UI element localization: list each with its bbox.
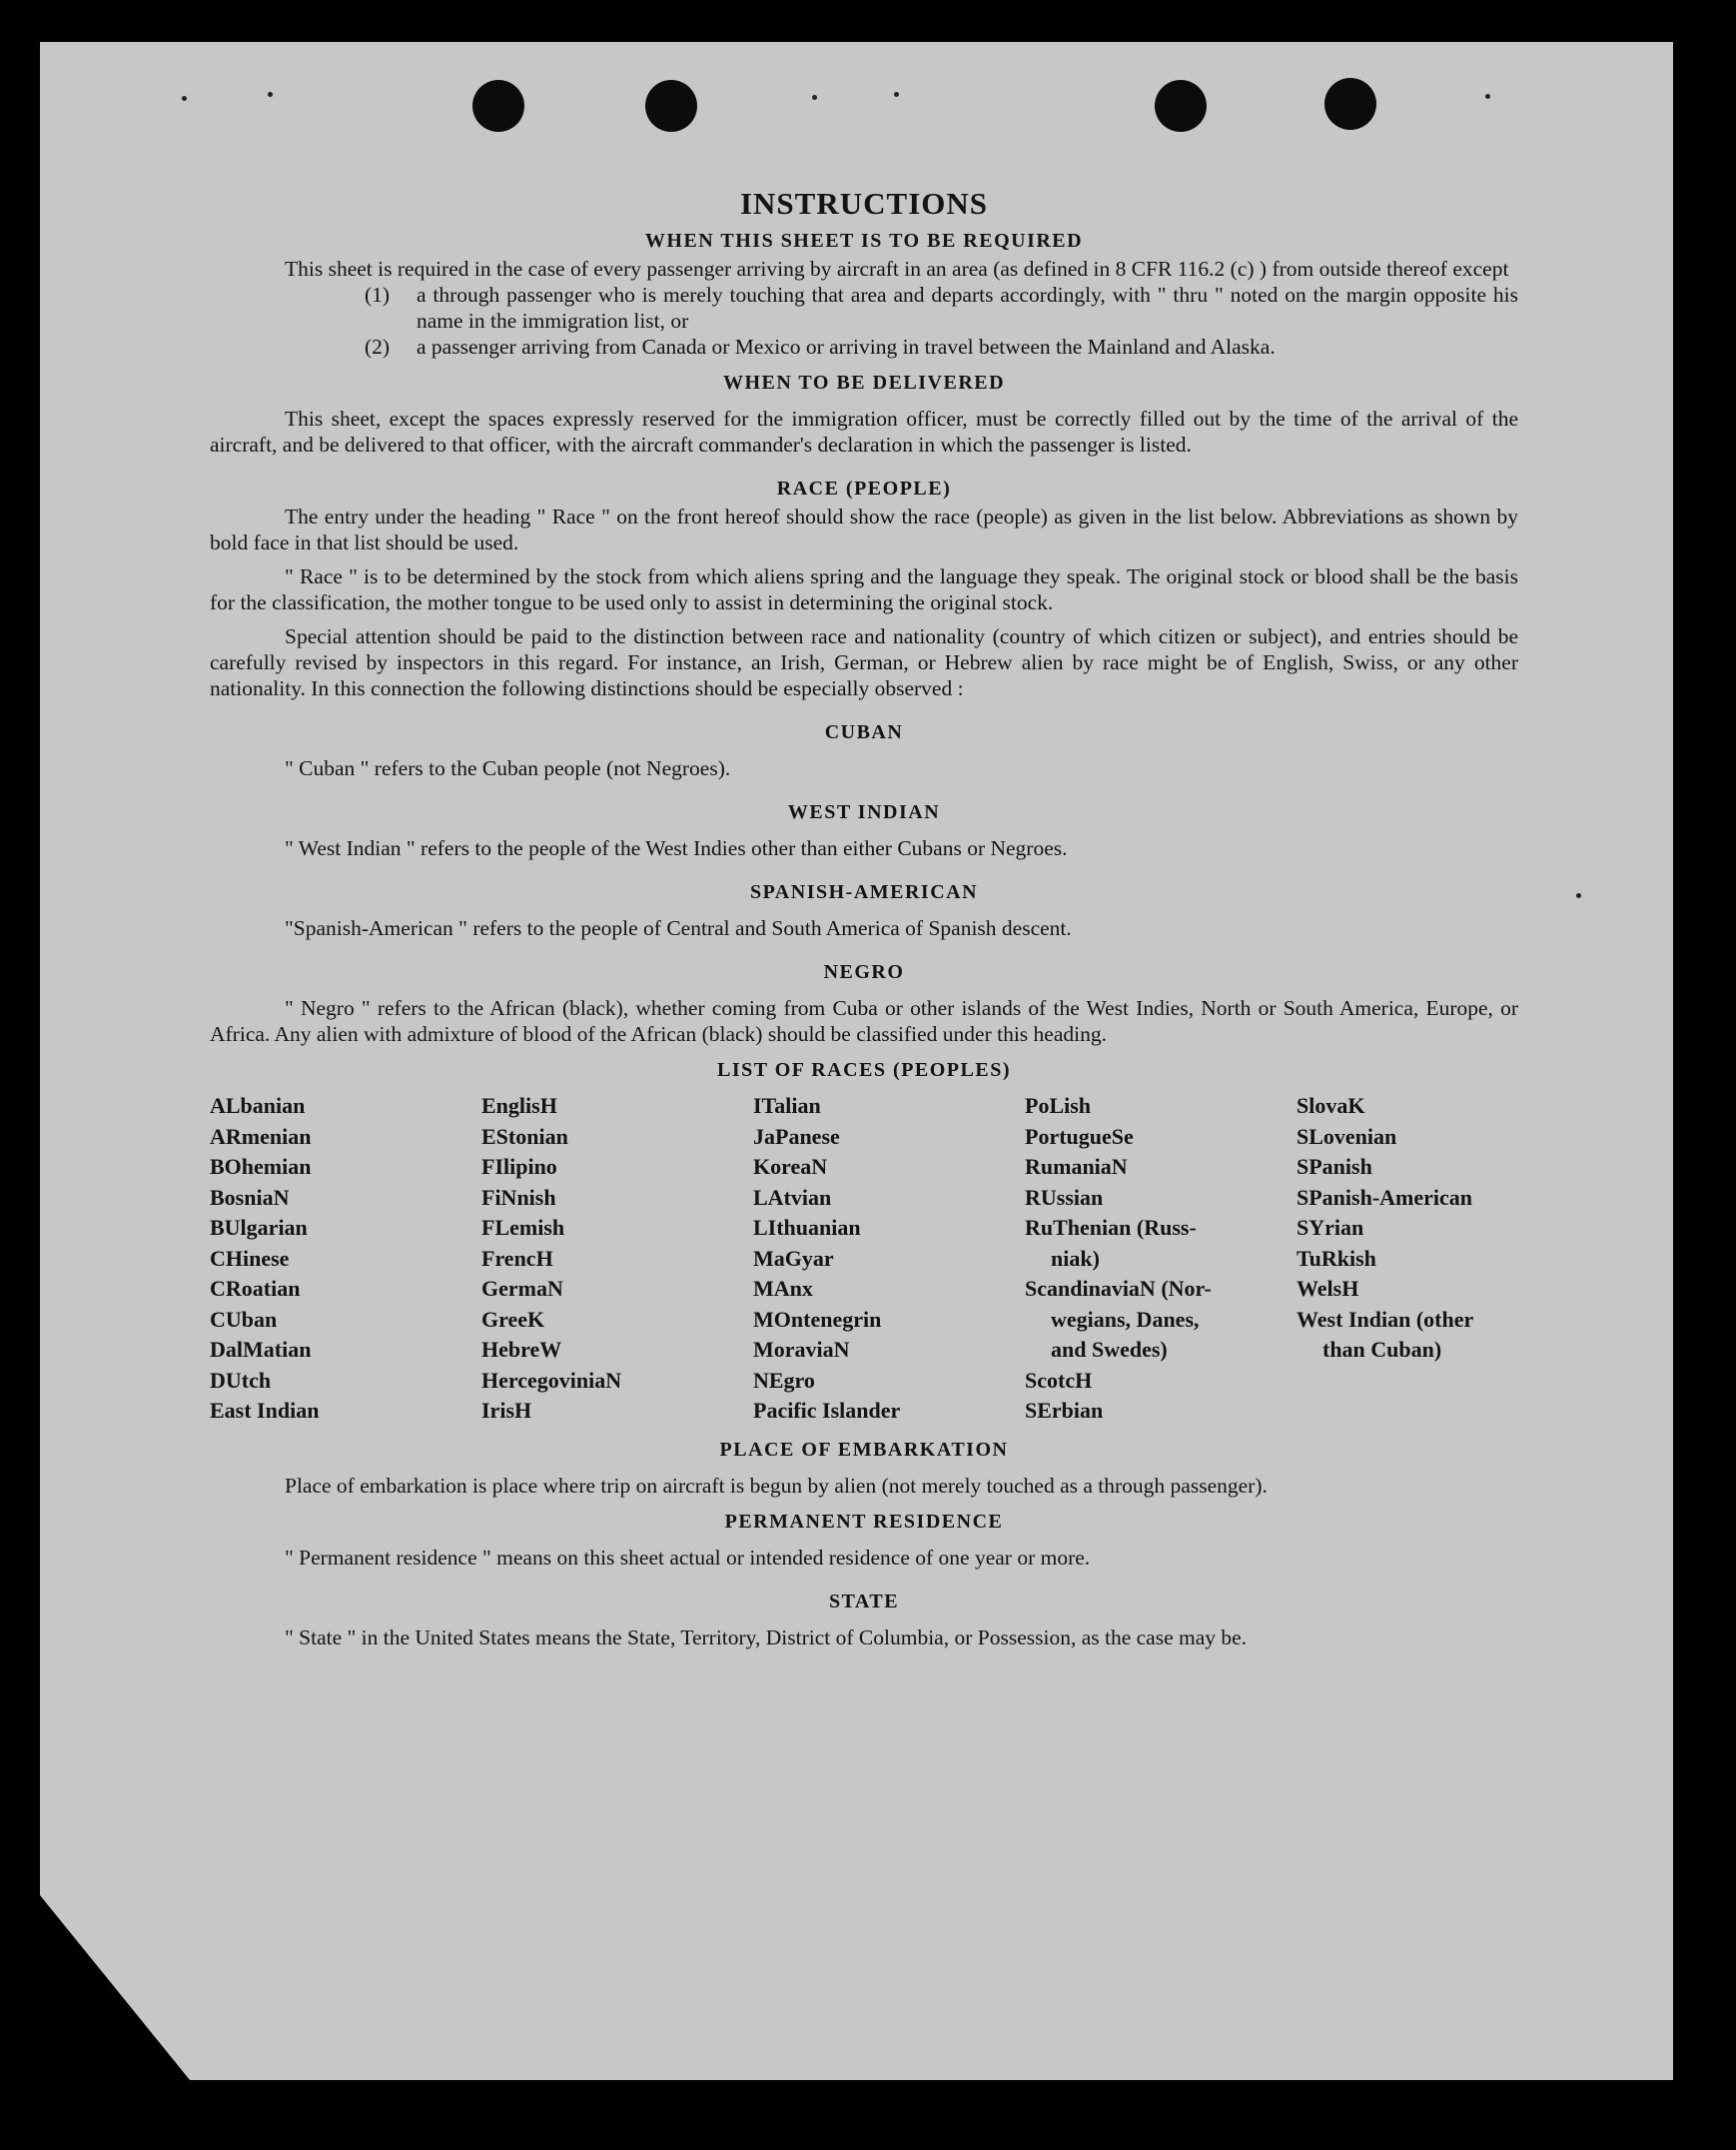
race-entry: FIlipino [481, 1154, 557, 1179]
race-entry: MAnx [753, 1276, 813, 1301]
heading-when-delivered: WHEN TO BE DELIVERED [722, 372, 1006, 394]
race-entry: wegians, Danes, [1051, 1306, 1200, 1332]
race-entry: PoLish [1025, 1093, 1092, 1118]
race-entry: and Swedes) [1051, 1337, 1168, 1362]
race-entry: SYrian [1297, 1215, 1364, 1240]
heading-embarkation: PLACE OF EMBARKATION [719, 1438, 1009, 1461]
speck [812, 95, 817, 100]
race-entry: FiNnish [481, 1184, 556, 1210]
race-entry: IrisH [481, 1398, 532, 1423]
race-entry: ITalian [753, 1093, 821, 1118]
races-column [753, 1091, 1025, 1427]
race-entry: RUssian [1025, 1184, 1104, 1210]
speck [268, 92, 273, 97]
race-entry: LAtvian [753, 1184, 832, 1210]
state-text: " State " in the United States means the State, Territory, District of Columbia, or Possession, as the case may be. [285, 1624, 1248, 1649]
race-entry: SlovaK [1297, 1093, 1365, 1118]
speck [894, 92, 899, 97]
race-entry: LIthuanian [753, 1215, 861, 1240]
race-entry: than Cuban) [1322, 1337, 1442, 1362]
race-entry: PortugueSe [1025, 1123, 1134, 1149]
race-entry: ARmenian [210, 1123, 312, 1149]
punch-hole [645, 80, 697, 132]
heading-list-of-races: LIST OF RACES (PEOPLES) [716, 1059, 1011, 1081]
exception-item [365, 282, 1518, 334]
race-entry: BOhemian [210, 1154, 312, 1179]
instructions-content [210, 182, 1518, 1650]
race-entry: SPanish-American [1297, 1184, 1472, 1210]
races-column [1025, 1091, 1297, 1427]
when-delivered-text: This sheet, except the spaces expressly reserved for the immigration officer, must be correctly filled out by the time of the arrival of the aircraft, and be delivered to that officer, with the aircraft commander's declaration in which the passenger is listed. [210, 407, 1518, 457]
race-entry: EStonian [481, 1123, 568, 1149]
when-required-intro: This sheet is required in the case of every passenger arriving by aircraft in an area (as defined in 8 CFR 116.2 (c) ) from outside thereof except [285, 257, 1509, 281]
race-entry: niak) [1051, 1245, 1100, 1271]
heading-spanish-american: SPANISH-AMERICAN [749, 881, 979, 903]
race-entry: Pacific Islander [753, 1398, 901, 1423]
race-entry: TuRkish [1297, 1245, 1376, 1271]
race-paragraph: The entry under the heading " Race " on the front hereof should show the race (people) as given in the list below. Abbreviations as shown by bold face in that list should be used. [210, 505, 1518, 554]
cuban-text: " Cuban " refers to the Cuban people (not Negroes). [285, 756, 731, 780]
race-entry: JaPanese [753, 1123, 840, 1149]
speck [1485, 94, 1490, 99]
race-entry: WelsH [1297, 1276, 1359, 1301]
speck [182, 96, 187, 101]
heading-when-required: WHEN THIS SHEET IS TO BE REQUIRED [644, 230, 1084, 252]
race-entry: East Indian [210, 1398, 320, 1423]
race-entry: HebreW [481, 1337, 562, 1362]
race-entry: GreeK [481, 1306, 545, 1332]
race-entry: CUban [210, 1306, 278, 1332]
races-column [1297, 1091, 1518, 1427]
punch-hole [1155, 80, 1207, 132]
race-entry: MaGyar [753, 1245, 834, 1271]
race-paragraph: Special attention should be paid to the distinction between race and nationality (country of which citizen or subject), and entries should be carefully revised by inspectors in this regard. For instance, an Irish, German, or Hebrew alien by race might be of English, Swiss, or any other nationality. In this connection the following distinctions should be especially observed : [210, 624, 1518, 700]
races-list [210, 1091, 1518, 1427]
race-entry: ALbanian [210, 1093, 306, 1118]
race-entry: ScandinaviaN (Nor- [1025, 1276, 1212, 1301]
race-entry: SErbian [1025, 1398, 1104, 1423]
races-column [481, 1091, 753, 1427]
item-text: a through passenger who is merely touching that area and departs accordingly, with " thru " noted on the margin opposite his name in the immigration list, or [417, 283, 1518, 333]
race-entry: MoraviaN [753, 1337, 850, 1362]
race-entry: SLovenian [1297, 1123, 1397, 1149]
race-entry: DalMatian [210, 1337, 312, 1362]
race-entry: SPanish [1297, 1154, 1372, 1179]
item-text: a passenger arriving from Canada or Mexico or arriving in travel between the Mainland and Alaska. [417, 335, 1276, 359]
west-indian-text: " West Indian " refers to the people of the West Indies other than either Cubans or Negroes. [285, 836, 1068, 860]
race-entry: DUtch [210, 1367, 272, 1393]
embarkation-text: Place of embarkation is place where trip on aircraft is begun by alien (not merely touched as a through passenger). [285, 1473, 1268, 1498]
item-number: (2) [365, 335, 391, 359]
race-entry: CRoatian [210, 1276, 301, 1301]
races-column [210, 1091, 481, 1427]
exception-item [365, 334, 1518, 360]
race-paragraph: " Race " is to be determined by the stock from which aliens spring and the language they speak. The original stock or blood shall be the basis for the classification, the mother tongue to be used only to assist in determining the original stock. [210, 564, 1518, 614]
race-entry: KoreaN [753, 1154, 828, 1179]
speck [1576, 893, 1581, 898]
heading-state: STATE [828, 1590, 900, 1612]
race-entry: CHinese [210, 1245, 290, 1271]
race-entry: EnglisH [481, 1093, 557, 1118]
punch-hole [1324, 78, 1376, 130]
race-entry: BosniaN [210, 1184, 290, 1210]
spanish-american-text: "Spanish-American " refers to the people of Central and South America of Spanish descent. [285, 916, 1072, 940]
race-entry: ScotcH [1025, 1367, 1093, 1393]
race-entry: HercegoviniaN [481, 1367, 622, 1393]
negro-text: " Negro " refers to the African (black), whether coming from Cuba or other islands of the West Indies, North or South America, Europe, or Africa. Any alien with admixture of blood of the African (black) should be classified under this heading. [210, 996, 1518, 1046]
race-entry: RumaniaN [1025, 1154, 1128, 1179]
race-entry: FrencH [481, 1245, 553, 1271]
permanent-residence-text: " Permanent residence " means on this sheet actual or intended residence of one year or more. [285, 1545, 1091, 1570]
heading-negro: NEGRO [823, 961, 905, 983]
race-entry: West Indian (other [1297, 1306, 1474, 1332]
race-entry: FLemish [481, 1215, 565, 1240]
item-number: (1) [365, 283, 391, 307]
heading-race: RACE (PEOPLE) [776, 478, 952, 500]
race-entry: GermaN [481, 1276, 563, 1301]
race-entry: BUlgarian [210, 1215, 308, 1240]
heading-west-indian: WEST INDIAN [787, 801, 941, 823]
race-entry: RuThenian (Russ- [1025, 1215, 1197, 1240]
heading-cuban: CUBAN [824, 721, 904, 743]
punch-hole [472, 80, 524, 132]
race-entry: NEgro [753, 1367, 815, 1393]
race-entry: MOntenegrin [753, 1306, 882, 1332]
page-title: INSTRUCTIONS [739, 186, 988, 221]
heading-permanent-residence: PERMANENT RESIDENCE [724, 1510, 1004, 1533]
